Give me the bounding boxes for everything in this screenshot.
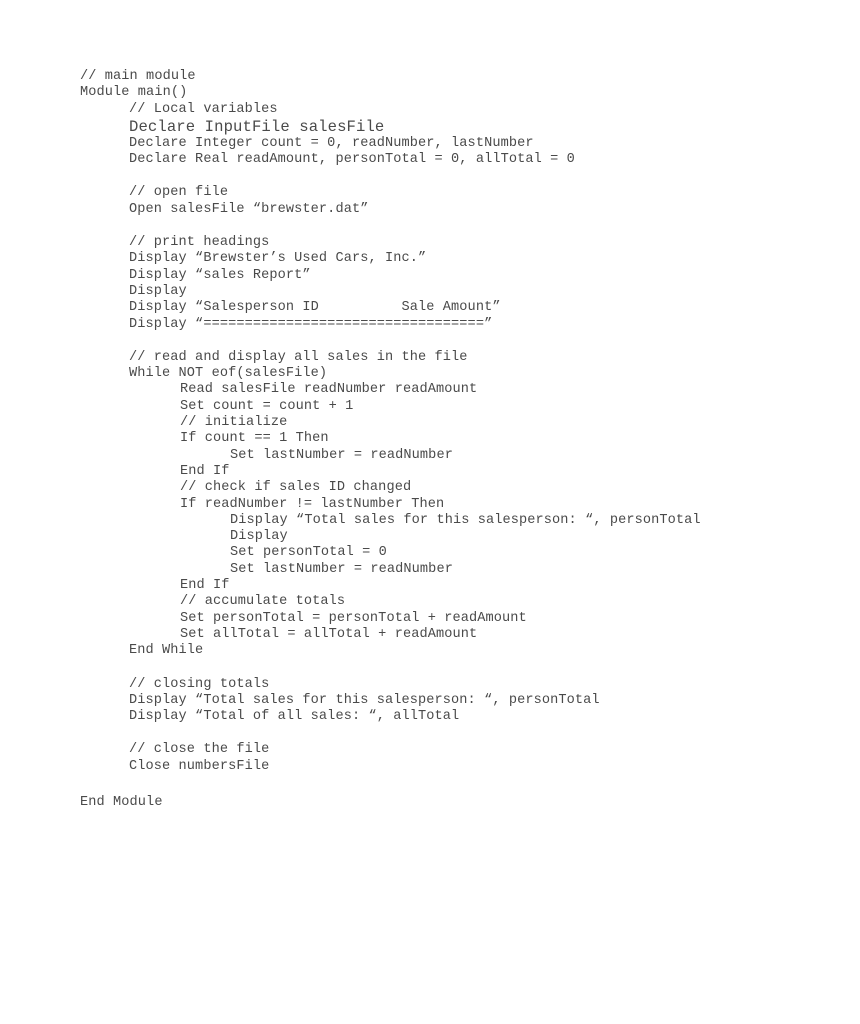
statement-line: Set allTotal = allTotal + readAmount [180,626,478,642]
comment-line: // Local variables [129,101,278,117]
statement-line: Set lastNumber = readNumber [230,447,453,463]
loop-header-line: While NOT eof(salesFile) [129,366,328,382]
condition-line: If readNumber != lastNumber Then [180,496,445,512]
loop-end-line: End While [129,643,204,659]
declaration-line: Declare Integer count = 0, readNumber, lastNumber [129,135,534,151]
comment-line: // close the file [129,742,270,758]
statement-line: Display “Total sales for this salesperson: “, personTotal [230,512,701,528]
blank-line [80,168,840,185]
declaration-line: Declare InputFile salesFile [129,117,385,136]
statement-line: Read salesFile readNumber readAmount [180,382,478,398]
comment-line: // check if sales ID changed [180,480,412,496]
comment-line: // closing totals [129,676,270,692]
statement-line: Display “==================================” [129,316,493,332]
module-end-line: End Module [80,794,163,810]
comment-line: // open file [129,185,229,201]
statement-line: Set personTotal = personTotal + readAmount [180,610,527,626]
declaration-line: Declare Real readAmount, personTotal = 0, allTotal = 0 [129,152,575,168]
statement-line: Display [230,529,288,545]
statement-line: Display “Total sales for this salesperson: “, personTotal [129,692,600,708]
statement-line: Display “Salesperson ID Sale Amount” [129,300,501,316]
blank-line [80,218,840,235]
statement-line: Display [129,283,187,299]
blank-line [80,725,840,742]
comment-line: // initialize [180,415,288,431]
comment-line: // print headings [129,235,270,251]
statement-line: Open salesFile “brewster.dat” [129,201,369,217]
condition-line: If count == 1 Then [180,431,329,447]
condition-end-line: End If [180,578,230,594]
blank-line [80,333,840,350]
statement-line: Display “sales Report” [129,267,311,283]
statement-line: Set lastNumber = readNumber [230,561,453,577]
blank-line [80,660,840,677]
comment-line: // accumulate totals [180,594,346,610]
statement-line: Display “Brewster’s Used Cars, Inc.” [129,251,427,267]
comment-line: // read and display all sales in the file [129,349,468,365]
statement-line: Set count = count + 1 [180,398,354,414]
comment-line: // main module [80,69,196,84]
statement-line: Set personTotal = 0 [230,545,387,561]
blank-line [80,775,840,795]
module-header-line: Module main() [80,85,188,101]
statement-line: Close numbersFile [129,758,270,774]
pseudocode-document [80,69,840,811]
condition-end-line: End If [180,463,230,479]
statement-line: Display “Total of all sales: “, allTotal [129,709,460,725]
